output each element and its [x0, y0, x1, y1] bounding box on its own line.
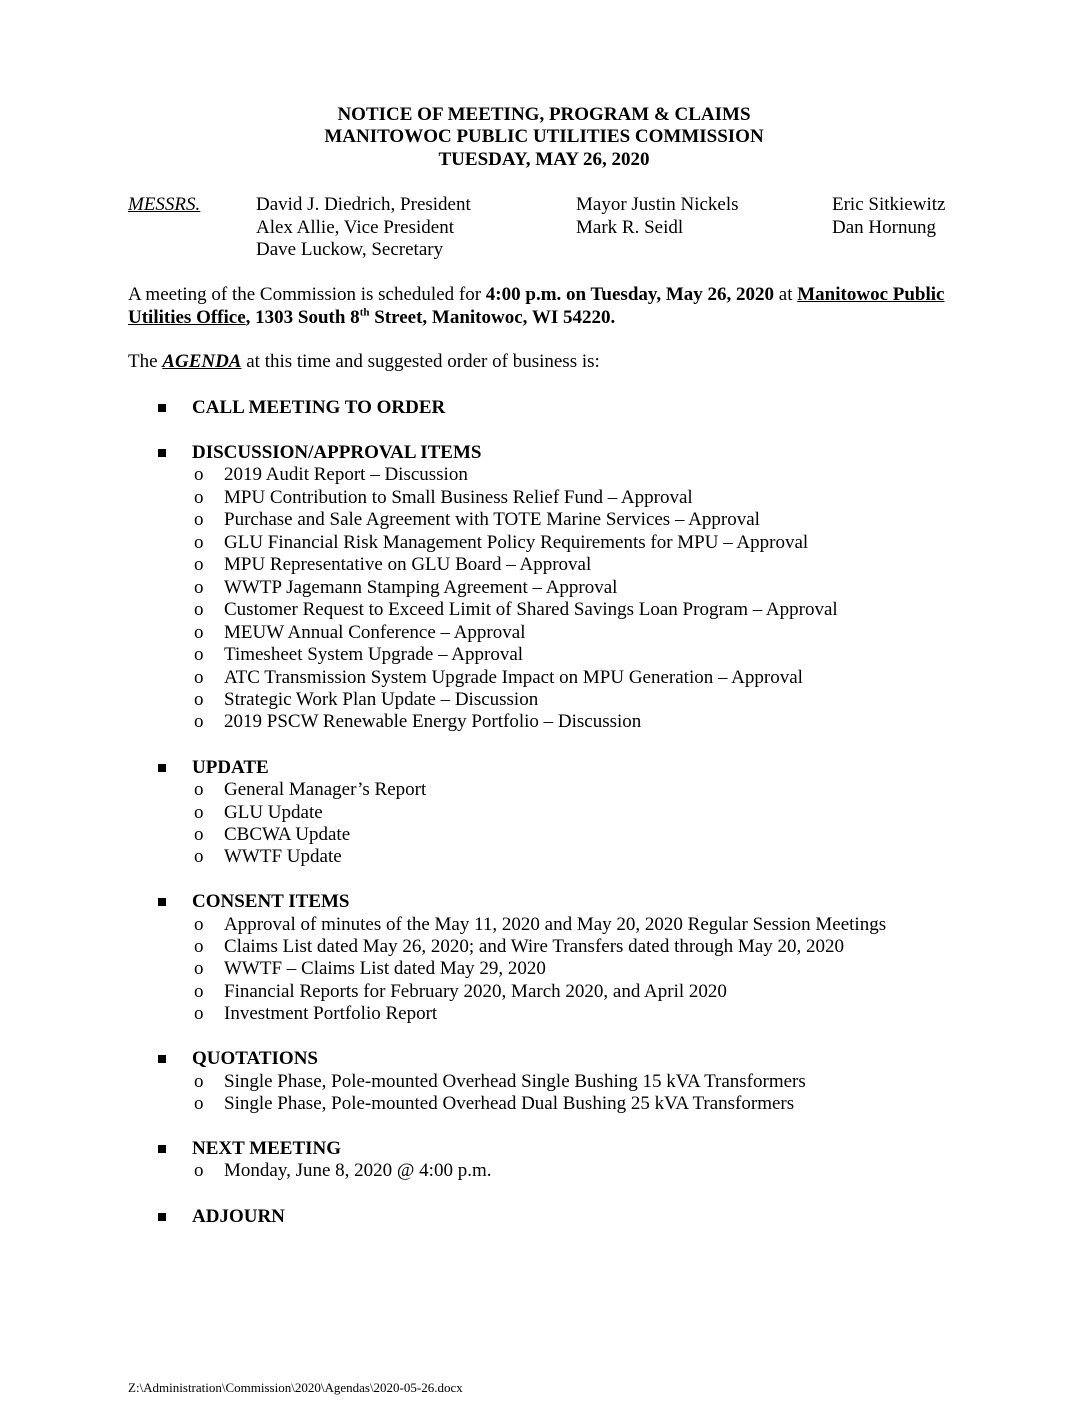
list-marker: o: [194, 554, 204, 575]
square-bullet-icon: [158, 449, 166, 457]
meeting-address: Street, Manitowoc, WI 54220.: [369, 307, 616, 328]
meeting-location: Manitowoc Public: [797, 284, 945, 305]
title-line-1: NOTICE OF MEETING, PROGRAM & CLAIMS: [337, 104, 751, 125]
list-marker: o: [194, 711, 204, 732]
list-marker: o: [194, 958, 204, 979]
list-marker: o: [194, 1071, 204, 1092]
list-item: Financial Reports for February 2020, March 2020, and April 2020: [224, 981, 727, 1002]
list-item: Single Phase, Pole-mounted Overhead Single Bushing 15 kVA Transformers: [224, 1071, 806, 1092]
list-item: Single Phase, Pole-mounted Overhead Dual Bushing 25 kVA Transformers: [224, 1093, 795, 1114]
member-name: Mark R. Seidl: [576, 217, 684, 238]
member-name: Eric Sitkiewitz: [832, 194, 946, 215]
meeting-info-text: A meeting of the Commission is scheduled for: [128, 284, 486, 305]
list-marker: o: [194, 1093, 204, 1114]
section-update: UPDATE: [192, 757, 269, 778]
list-marker: o: [194, 846, 204, 867]
square-bullet-icon: [158, 764, 166, 772]
list-item: Customer Request to Exceed Limit of Shared Savings Loan Program – Approval: [224, 599, 838, 620]
meeting-info-text: at: [774, 284, 798, 305]
list-item: Purchase and Sale Agreement with TOTE Marine Services – Approval: [224, 509, 760, 530]
section-consent: CONSENT ITEMS: [192, 891, 350, 912]
list-item: MPU Contribution to Small Business Relief Fund – Approval: [224, 487, 693, 508]
list-marker: o: [194, 936, 204, 957]
square-bullet-icon: [158, 898, 166, 906]
list-item: WWTF – Claims List dated May 29, 2020: [224, 958, 546, 979]
file-path-footer: Z:\Administration\Commission\2020\Agendas\2020-05-26.docx: [128, 1380, 463, 1395]
agenda-word: AGENDA: [162, 351, 242, 372]
list-item: WWTF Update: [224, 846, 342, 867]
list-marker: o: [194, 464, 204, 485]
list-marker: o: [194, 487, 204, 508]
list-marker: o: [194, 532, 204, 553]
ordinal-suffix: th: [359, 306, 370, 319]
square-bullet-icon: [158, 404, 166, 412]
meeting-location: Utilities Office: [128, 307, 246, 328]
list-item: MEUW Annual Conference – Approval: [224, 622, 526, 643]
title-line-2: MANITOWOC PUBLIC UTILITIES COMMISSION: [324, 126, 764, 147]
square-bullet-icon: [158, 1055, 166, 1063]
list-marker: o: [194, 914, 204, 935]
member-name: Dan Hornung: [832, 217, 936, 238]
agenda-intro-text: at this time and suggested order of business is:: [241, 351, 600, 372]
list-marker: o: [194, 599, 204, 620]
agenda-intro-text: The: [128, 351, 163, 372]
member-name: Dave Luckow, Secretary: [256, 239, 444, 260]
messrs-label: MESSRS.: [128, 194, 201, 215]
list-marker: o: [194, 779, 204, 800]
section-quotations: QUOTATIONS: [192, 1048, 318, 1069]
list-marker: o: [194, 802, 204, 823]
section-discussion: DISCUSSION/APPROVAL ITEMS: [192, 442, 482, 463]
list-marker: o: [194, 644, 204, 665]
list-item: CBCWA Update: [224, 824, 351, 845]
list-item: General Manager’s Report: [224, 779, 427, 800]
square-bullet-icon: [158, 1213, 166, 1221]
member-name: David J. Diedrich, President: [256, 194, 471, 215]
section-call-to-order: CALL MEETING TO ORDER: [192, 397, 446, 418]
list-item: GLU Update: [224, 802, 323, 823]
meeting-address: , 1303 South 8: [245, 307, 360, 328]
square-bullet-icon: [158, 1145, 166, 1153]
title-line-3: TUESDAY, MAY 26, 2020: [438, 149, 650, 170]
list-item: WWTP Jagemann Stamping Agreement – Approval: [224, 577, 618, 598]
list-item: Timesheet System Upgrade – Approval: [224, 644, 524, 665]
list-item: 2019 PSCW Renewable Energy Portfolio – Discussion: [224, 711, 642, 732]
list-marker: o: [194, 824, 204, 845]
list-item: Strategic Work Plan Update – Discussion: [224, 689, 539, 710]
agenda-intro: [128, 351, 600, 374]
list-item: Monday, June 8, 2020 @ 4:00 p.m.: [224, 1160, 492, 1181]
list-marker: o: [194, 509, 204, 530]
meeting-info-line-1: [128, 284, 945, 307]
list-marker: o: [194, 1003, 204, 1024]
list-item: 2019 Audit Report – Discussion: [224, 464, 468, 485]
list-item: GLU Financial Risk Management Policy Requirements for MPU – Approval: [224, 532, 809, 553]
member-name: Mayor Justin Nickels: [576, 194, 739, 215]
list-marker: o: [194, 622, 204, 643]
list-item: MPU Representative on GLU Board – Approval: [224, 554, 592, 575]
list-item: Approval of minutes of the May 11, 2020 and May 20, 2020 Regular Session Meetings: [224, 914, 887, 935]
list-item: ATC Transmission System Upgrade Impact on MPU Generation – Approval: [224, 667, 803, 688]
list-marker: o: [194, 1160, 204, 1181]
list-marker: o: [194, 577, 204, 598]
list-marker: o: [194, 689, 204, 710]
list-item: Investment Portfolio Report: [224, 1003, 438, 1024]
list-marker: o: [194, 667, 204, 688]
member-name: Alex Allie, Vice President: [256, 217, 454, 238]
list-marker: o: [194, 981, 204, 1002]
meeting-time: 4:00 p.m. on Tuesday, May 26, 2020: [485, 284, 775, 305]
section-adjourn: ADJOURN: [192, 1206, 285, 1227]
meeting-info-line-2: [128, 307, 615, 330]
list-item: Claims List dated May 26, 2020; and Wire Transfers dated through May 20, 2020: [224, 936, 845, 957]
section-next-meeting: NEXT MEETING: [192, 1138, 342, 1159]
